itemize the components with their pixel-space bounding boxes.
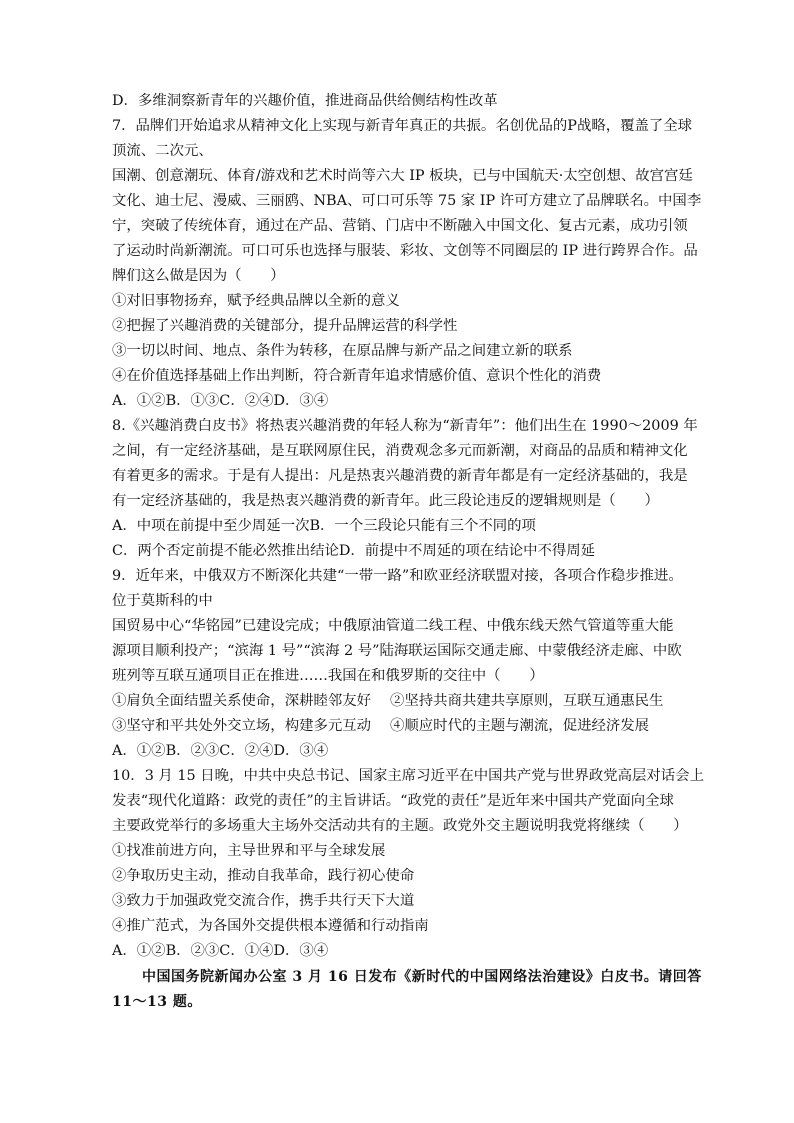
text-line: 宁，突破了传统体育，通过在产品、营销、门店中不断融入中国文化、复古元素，成功引领	[112, 218, 688, 234]
text-line: 文化、迪士尼、漫威、三丽鸥、NBA、可口可乐等 75 家 IP 许可方建立了品牌联名。中国李	[112, 193, 702, 209]
text-line: ③一切以时间、地点、条件为转移，在原品牌与新产品之间建立新的联系	[112, 343, 573, 359]
material-intro: 11～13 题。	[112, 994, 202, 1010]
option-text: ①肩负全面结盟关系使命，深耕睦邻友好	[112, 693, 372, 709]
text-line: 10．3 月 15 日晚，中共中央总书记、国家主席习近平在中国共产党与世界政党高层对话会上	[112, 768, 704, 784]
text-line: A．中项在前提中至少周延一次B．一个三段论只能有三个不同的项	[112, 518, 536, 534]
text-line: D．多维洞察新青年的兴趣价值，推进商品供给侧结构性改革	[112, 93, 498, 109]
text-line: ②争取历史主动，推动自我革命，践行初心使命	[112, 868, 415, 884]
text-line: 9．近年来，中俄双方不断深化共建“一带一路”和欧亚经济联盟对接，各项合作稳步推进。	[112, 568, 683, 584]
text-line: A．①②B．①③C．②④D．③④	[112, 393, 329, 409]
text-line: A．①②B．②③C．②④D．③④	[112, 743, 329, 759]
text-line: 发表“现代化道路：政党的责任”的主旨讲话。“政党的责任”是近年来中国共产党面向全球	[112, 793, 674, 809]
text-line: 7．品牌们开始追求从精神文化上实现与新青年真正的共振。名创优品的P战略，覆盖了全球	[112, 118, 693, 134]
text-line: 有着更多的需求。于是有人提出：凡是热衷兴趣消费的新青年都是有一定经济基础的，我是	[112, 468, 688, 484]
option-row	[112, 692, 663, 710]
option-text: ④顺应时代的主题与潮流，促进经济发展	[390, 718, 650, 734]
text-line: 了运动时尚新潮流。可口可乐也选择与服装、彩妆、文创等不同圈层的 IP 进行跨界合作。品	[112, 243, 698, 259]
text-line: ①找准前进方向，主导世界和平与全球发展	[112, 843, 386, 859]
text-line: 班列等互联互通项目正在推进……我国在和俄罗斯的交往中（ ）	[112, 668, 544, 684]
text-line: C．两个否定前提不能必然推出结论D．前提中不周延的项在结论中不得周延	[112, 543, 596, 559]
text-line: ④在价值选择基础上作出判断，符合新青年追求情感价值、意识个性化的消费	[112, 368, 602, 384]
text-line: 国贸易中心“华铭园”已建设完成；中俄原油管道二线工程、中俄东线天然气管道等重大能	[112, 618, 674, 634]
text-line: ④推广范式，为各国外交提供根本遵循和行动指南	[112, 918, 429, 934]
option-row	[112, 717, 649, 735]
text-line: ③致力于加强政党交流合作，携手共行天下大道	[112, 893, 415, 909]
text-line: 有一定经济基础的，我是热衷兴趣消费的新青年。此三段论违反的逻辑规则是（ ）	[112, 493, 659, 509]
text-line: 位于莫斯科的中	[112, 593, 213, 609]
option-text: ②坚持共商共建共享原则，互联互通惠民生	[390, 693, 664, 709]
text-line: 顶流、二次元、	[112, 143, 213, 159]
text-line: 国潮、创意潮玩、体育/游戏和艺术时尚等六大 IP 板块，已与中国航天·太空创想、故宫宫廷	[112, 168, 693, 184]
text-line: 主要政党举行的多场重大主场外交活动共有的主题。政党外交主题说明我党将继续（ ）	[112, 818, 688, 834]
text-line: 8.《兴趣消费白皮书》将热衷兴趣消费的年轻人称为“新青年”：他们出生在 1990～2009 年	[112, 418, 698, 434]
option-text: ③坚守和平共处外交立场，构建多元互动	[112, 718, 372, 734]
text-line: ①对旧事物扬弃，赋予经典品牌以全新的意义	[112, 293, 400, 309]
text-line: ②把握了兴趣消费的关键部分，提升品牌运营的科学性	[112, 318, 458, 334]
text-line: 牌们这么做是因为（ ）	[112, 268, 285, 284]
text-line: 之间，有一定经济基础，是互联网原住民，消费观念多元而新潮，对商品的品质和精神文化	[112, 443, 688, 459]
text-line: A．①②B．②③C．①④D．③④	[112, 943, 329, 959]
text-line: 源项目顺利投产；“滨海 1 号”“滨海 2 号”陆海联运国际交通走廊、中蒙俄经济走廊、中欧	[112, 643, 682, 659]
material-intro: 中国国务院新闻办公室 3 月 16 日发布《新时代的中国网络法治建设》白皮书。请回答	[142, 969, 702, 985]
